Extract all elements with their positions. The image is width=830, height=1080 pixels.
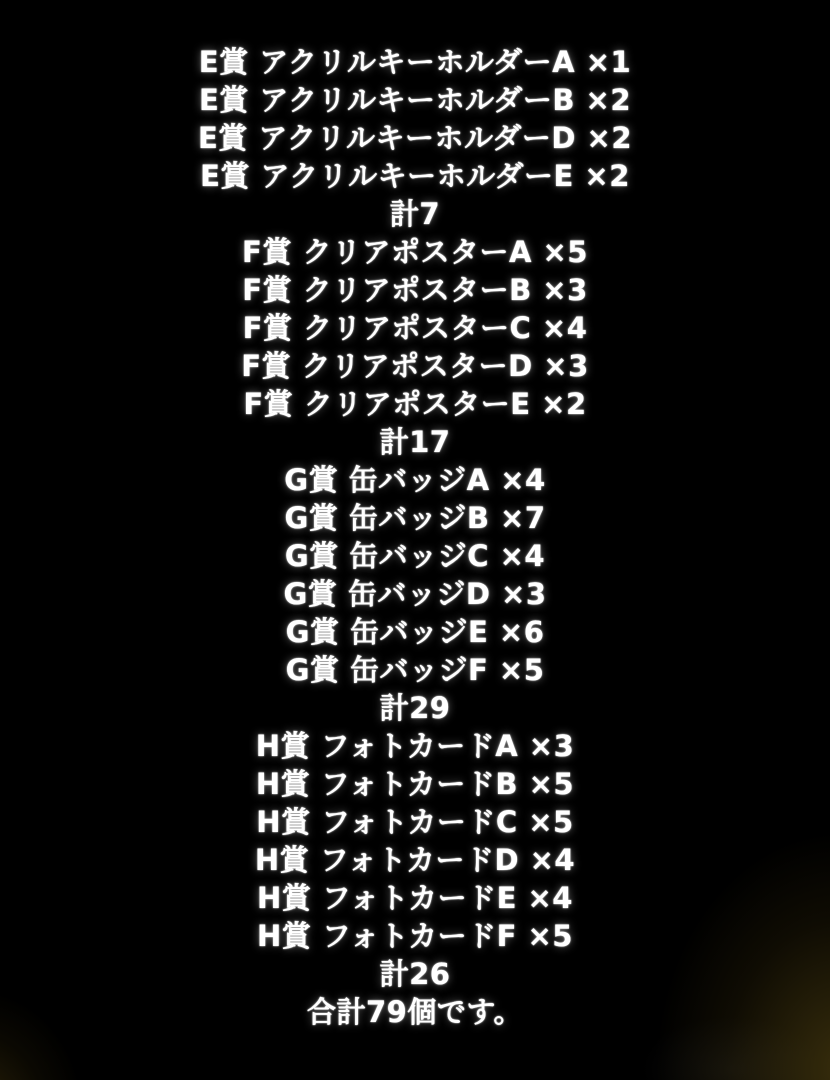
prize-item-line: F賞 クリアポスターC ×4 — [242, 311, 588, 345]
prize-item-line: E賞 アクリルキーホルダーA ×1 — [198, 45, 632, 79]
prize-item-line: E賞 アクリルキーホルダーE ×2 — [200, 159, 630, 193]
section-subtotal: 計7 — [389, 197, 441, 231]
prize-item-line: G賞 缶バッジD ×3 — [283, 577, 547, 611]
prize-item-line: F賞 クリアポスターB ×3 — [242, 273, 588, 307]
prize-item-line: H賞 フォトカードF ×5 — [257, 919, 573, 953]
prize-item-line: E賞 アクリルキーホルダーD ×2 — [197, 121, 633, 155]
prize-item-line: H賞 フォトカードC ×5 — [256, 805, 574, 839]
prize-item-line: H賞 フォトカードD ×4 — [254, 843, 576, 877]
prize-item-line: G賞 缶バッジB ×7 — [284, 501, 546, 535]
prize-item-line: G賞 缶バッジE ×6 — [285, 615, 545, 649]
prize-item-line: H賞 フォトカードE ×4 — [257, 881, 573, 915]
grand-total-line: 合計79個です。 — [306, 995, 524, 1029]
section-subtotal: 計26 — [379, 957, 451, 991]
prize-item-line: F賞 クリアポスターD ×3 — [241, 349, 589, 383]
prize-item-line: G賞 缶バッジF ×5 — [285, 653, 545, 687]
prize-item-line: H賞 フォトカードA ×3 — [255, 729, 575, 763]
section-subtotal: 計17 — [379, 425, 451, 459]
prize-item-line: F賞 クリアポスターA ×5 — [242, 235, 588, 269]
prize-item-line: E賞 アクリルキーホルダーB ×2 — [198, 83, 632, 117]
section-subtotal: 計29 — [379, 691, 451, 725]
prize-item-line: G賞 缶バッジC ×4 — [284, 539, 546, 573]
prize-item-line: H賞 フォトカードB ×5 — [255, 767, 575, 801]
prize-item-line: G賞 缶バッジA ×4 — [284, 463, 546, 497]
prize-item-line: F賞 クリアポスターE ×2 — [243, 387, 587, 421]
